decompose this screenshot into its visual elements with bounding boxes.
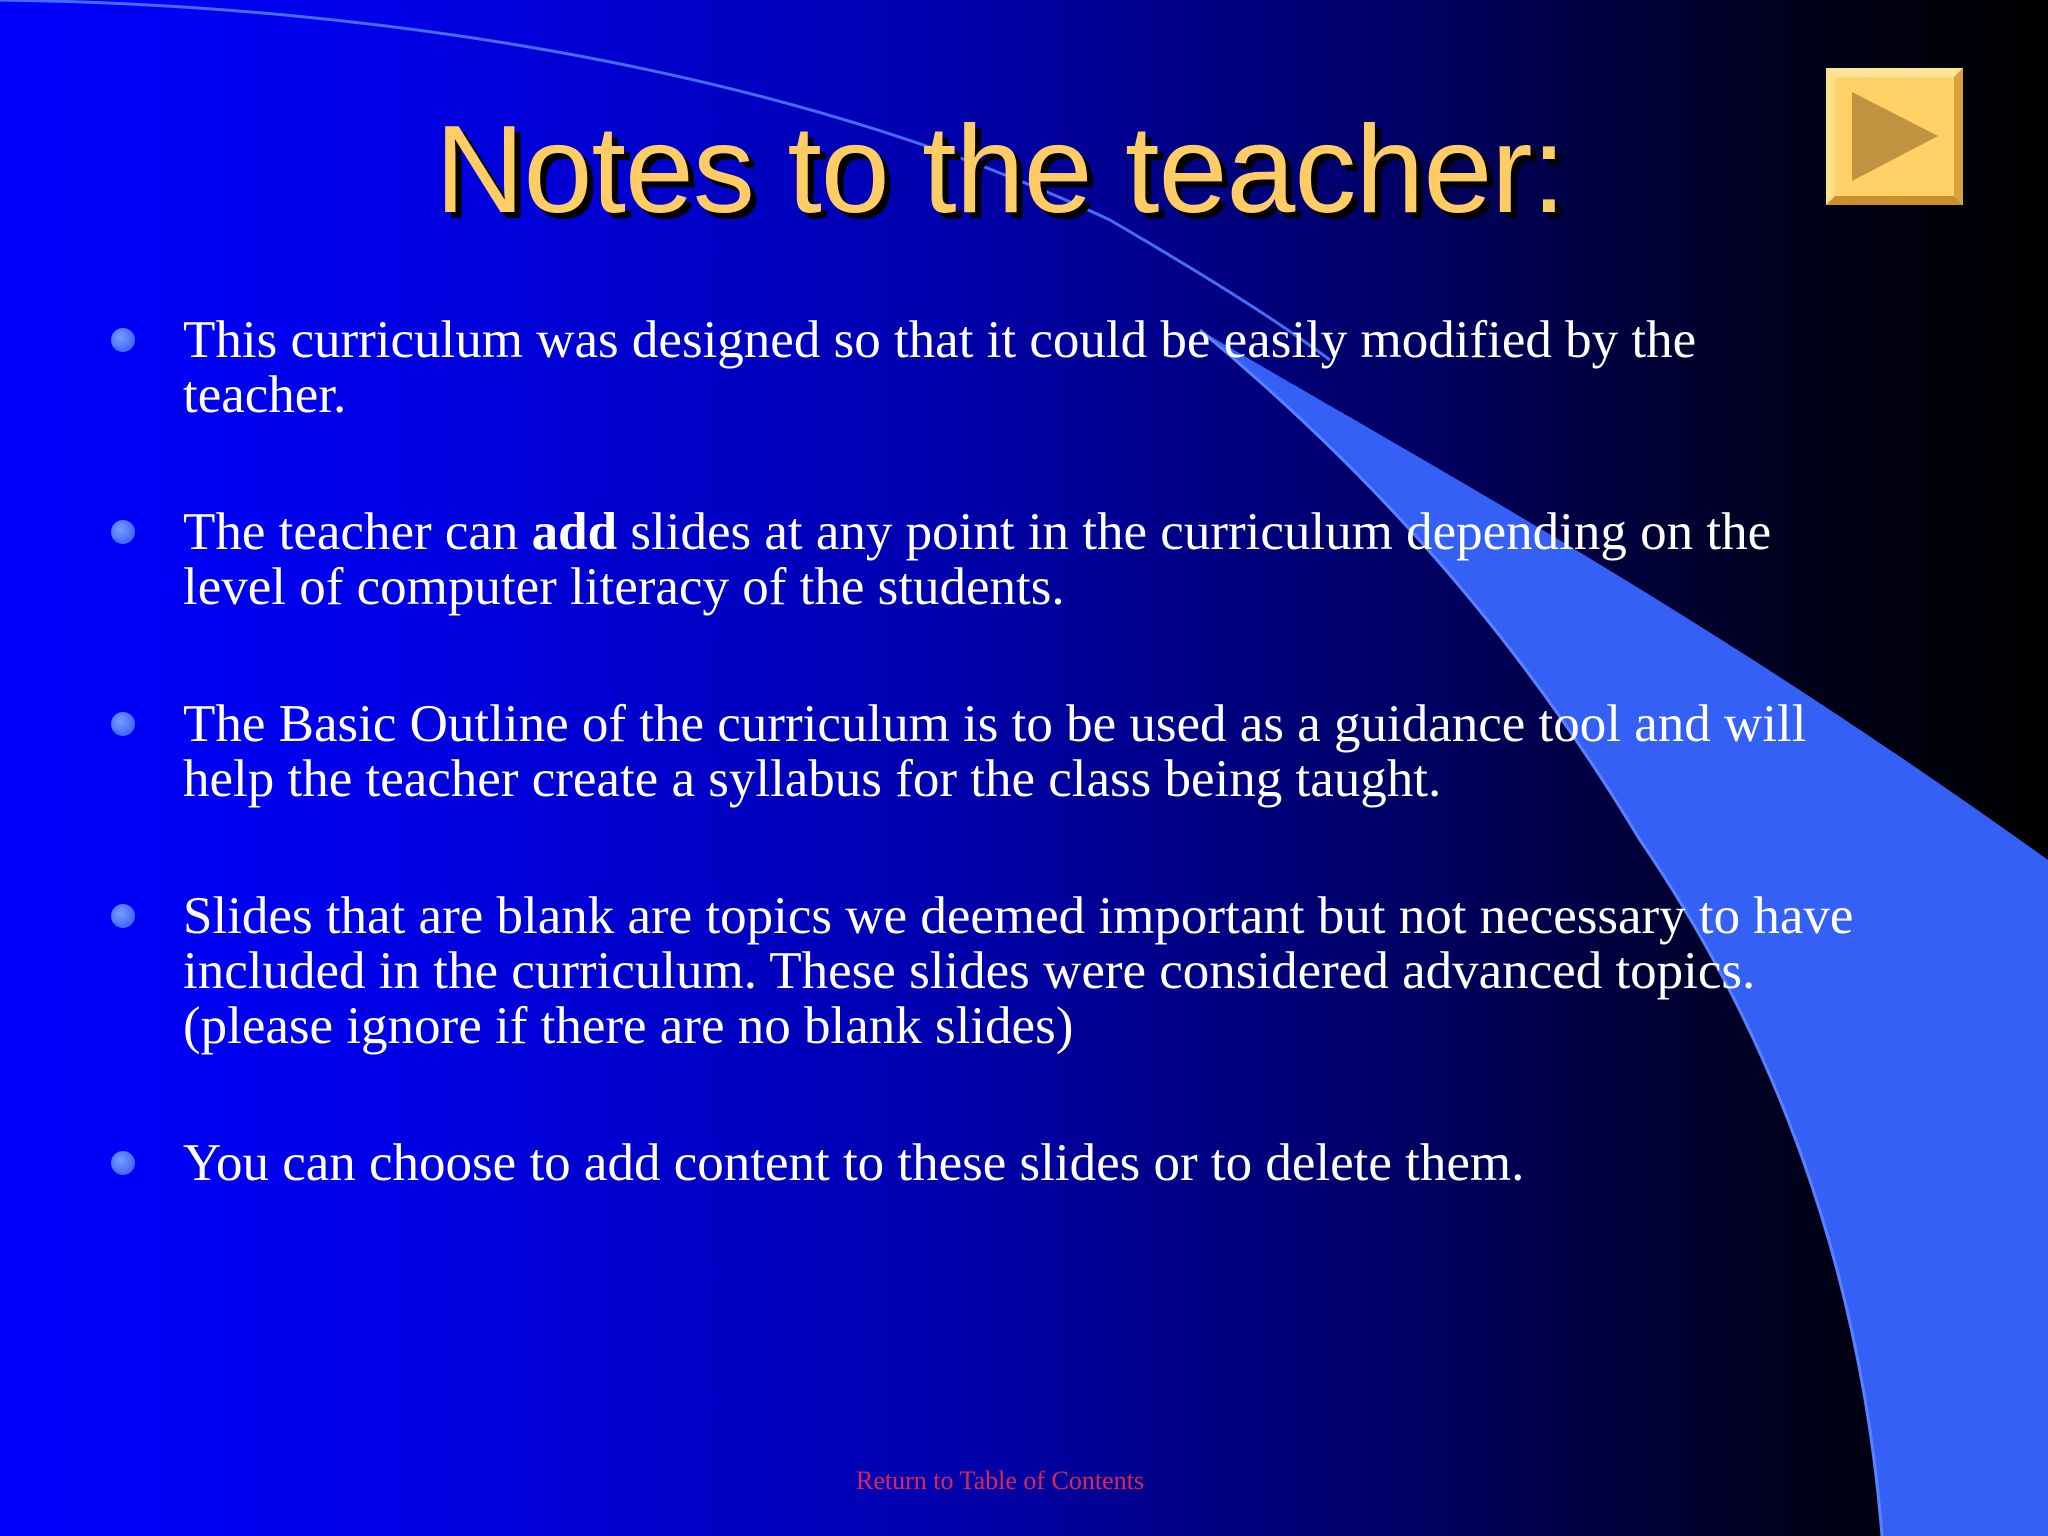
bullet-text-part: slides at any point in the curriculum depending on the level of computer literacy of the students. — [183, 503, 1772, 616]
notes-list — [108, 313, 1868, 1273]
bullet-text-part: This curriculum was designed so that it could be easily modified by the teacher. — [183, 311, 1697, 424]
list-item — [108, 313, 1868, 423]
bullet-text-part: Slides that are blank are topics we deemed important but not necessary to have included in the curriculum. These slides were considered advanced topics. (please ignore if there are no blank slides) — [183, 887, 1854, 1055]
bullet-text-part: The Basic Outline of the curriculum is to be used as a guidance tool and will help the teacher create a syllabus for the class being taught. — [183, 695, 1807, 808]
list-item — [108, 505, 1868, 615]
bullet-text — [183, 503, 1771, 616]
list-item — [108, 889, 1868, 1054]
bullet-icon — [111, 1151, 135, 1175]
bullet-text — [183, 887, 1853, 1055]
play-arrow-icon — [1826, 68, 1963, 205]
list-item — [108, 1136, 1868, 1191]
next-slide-button[interactable] — [1826, 68, 1963, 205]
bullet-icon — [111, 328, 135, 352]
return-to-toc-link[interactable]: Return to Table of Contents — [856, 1466, 1144, 1495]
bullet-text-part: The teacher can — [183, 503, 532, 561]
bullet-text — [183, 1134, 1524, 1192]
bullet-text-part: You can choose to add content to these slides or to delete them. — [183, 1134, 1525, 1192]
list-item — [108, 697, 1868, 807]
bullet-bold-word: add — [531, 503, 618, 561]
bullet-icon — [111, 712, 135, 736]
slide-title: Notes to the teacher: — [434, 101, 1566, 239]
bullet-text — [183, 695, 1806, 808]
bullet-icon — [111, 904, 135, 928]
bullet-text — [183, 311, 1696, 424]
bullet-icon — [111, 520, 135, 544]
